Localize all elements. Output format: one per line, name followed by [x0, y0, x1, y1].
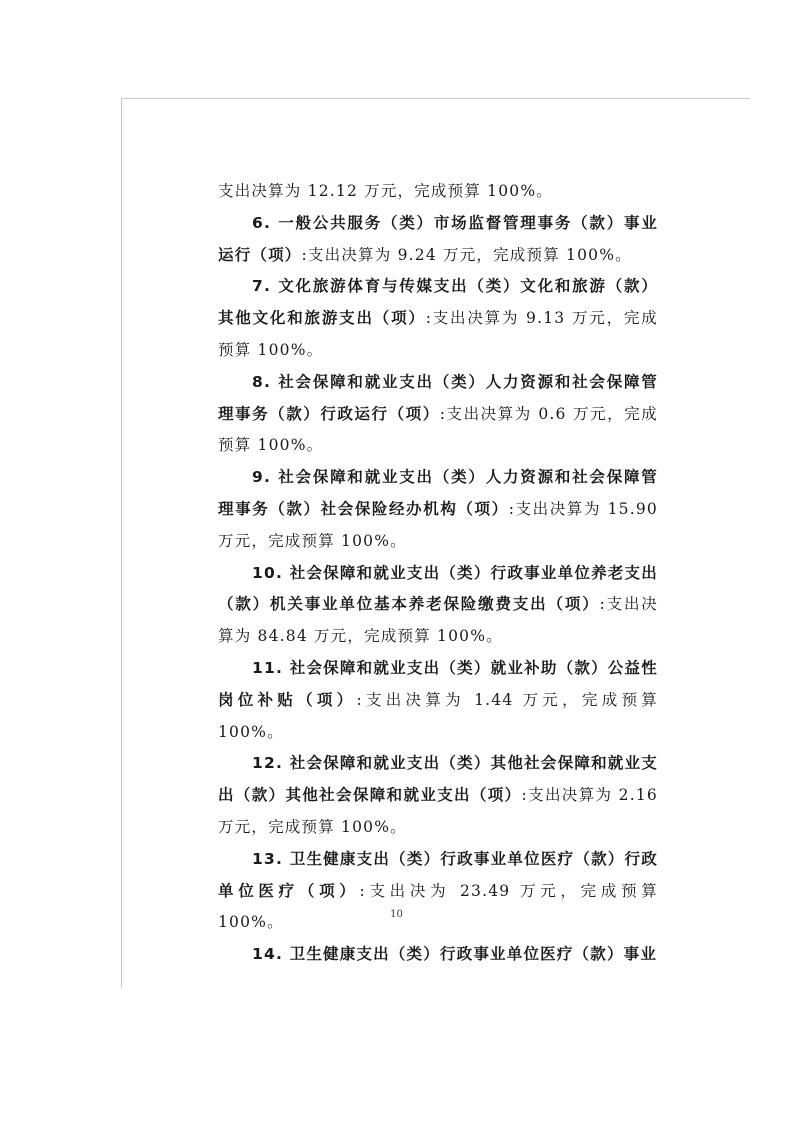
item-heading: 10. 社会保障和就业支出（类）行政事业单位养老支出（款）机关事业单位基本养老保险缴费支出（项）	[218, 563, 658, 614]
item-text: :支出决算为 84.84 万元，完成预算 100%。	[218, 595, 658, 646]
paragraph-item-7	[218, 271, 658, 366]
item-heading: 7. 文化旅游体育与传媒支出（类）文化和旅游（款）其他文化和旅游支出（项）	[218, 277, 658, 328]
item-text: :支出决为 23.49 万元，完成预算 100%。	[218, 881, 658, 932]
item-heading: 11. 社会保障和就业支出（类）就业补助（款）公益性岗位补贴（项）	[218, 658, 658, 709]
item-text: :支出决算为 15.90 万元，完成预算 100%。	[218, 499, 658, 550]
paragraph-item-14	[218, 939, 658, 971]
paragraph-item-6	[218, 208, 658, 272]
paragraph-item-8	[218, 367, 658, 462]
item-text: :支出决算为 1.44 万元，完成预算 100%。	[218, 690, 658, 741]
document-body	[218, 176, 658, 971]
item-heading: 9. 社会保障和就业支出（类）人力资源和社会保障管理事务（款）社会保险经办机构（项）	[218, 468, 658, 518]
paragraph-continuation: 支出决算为 12.12 万元，完成预算 100%。	[218, 182, 553, 200]
page-border-left	[121, 98, 122, 988]
item-heading: 12. 社会保障和就业支出（类）其他社会保障和就业支出（款）其他社会保障和就业支出（项）	[218, 754, 658, 805]
paragraph-item-10	[218, 558, 658, 653]
paragraph-item-9	[218, 462, 658, 557]
item-heading: 8. 社会保障和就业支出（类）人力资源和社会保障管理事务（款）行政运行（项）	[218, 372, 658, 423]
item-text: :支出决算为 2.16 万元，完成预算 100%。	[218, 786, 658, 836]
item-heading: 14. 卫生健康支出（类）行政事业单位医疗（款）事业	[252, 945, 658, 964]
paragraph-item-12	[218, 748, 658, 843]
item-text: :支出决算为 9.24 万元，完成预算 100%。	[301, 245, 632, 264]
item-text: :支出决算为 0.6 万元，完成预算 100%。	[218, 404, 658, 455]
page-number: 10	[390, 909, 403, 920]
item-heading: 6. 一般公共服务（类）市场监督管理事务（款）事业运行（项）	[218, 213, 658, 264]
item-text: :支出决算为 9.13 万元，完成预算 100%。	[218, 309, 658, 359]
paragraph-item-11	[218, 653, 658, 748]
page-border-top	[121, 98, 750, 99]
item-heading: 13. 卫生健康支出（类）行政事业单位医疗（款）行政单位医疗（项）	[218, 849, 658, 900]
paragraph-item-13	[218, 844, 658, 939]
